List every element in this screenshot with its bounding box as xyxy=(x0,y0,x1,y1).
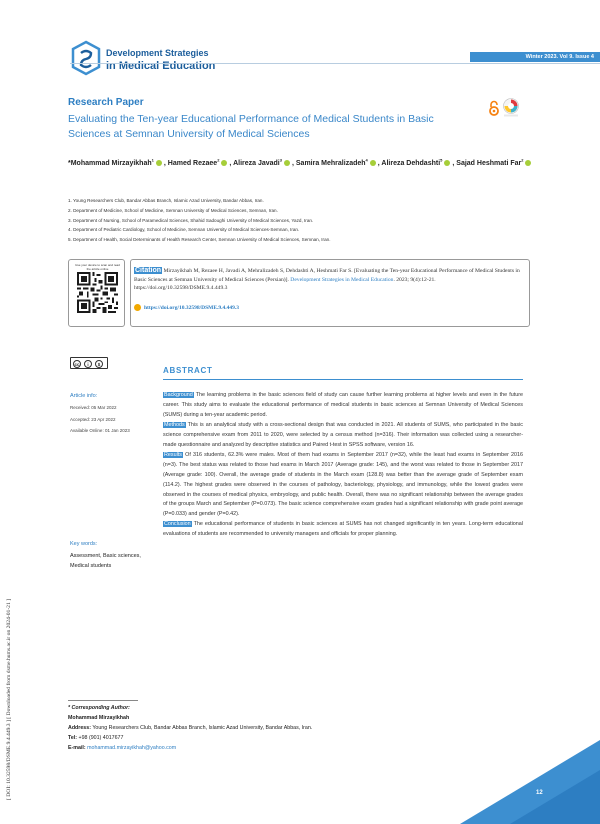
author: Sajad Heshmati Far$^2$ xyxy=(456,160,533,167)
author: Alireza Javadi$^3$ , xyxy=(233,158,296,168)
abstract-results: Results Of 316 students, 62.3% were males. Most of them had exams in September 2017 (n=32), while the least had exams in September 2016 (n=3). The best status was related to those had exams in March 2017 (Average grade: 145), and the worst was related to those in September 2017 (Average grade: 100). Overall, the average grade of students in the March exam (128.8) was better than the average grade of September exam (114.2). The highest grades were observed in the courses of pathology, bacteriology, physiology, and immunology, while the lowest grades were observed in the courses of medical physics, embryology, and public health. Overall, there was no significant relationship between the average grades of the groups March and September (P=0.073). The basic science comprehensive exam grades had a significant relationship with grade point average (P=0.033) and gender (P=0.42). xyxy=(163,451,523,518)
affiliation: 1. Young Researchers Club, Bandar Abbas Branch, Islamic Azad University, Bandar Abbas, Iran. xyxy=(68,198,264,203)
side-doi-download-text: [ DOI: 10.32598/DSME.9.4.449.3 ] [ Downloaded from dsme.hums.ac.ir on 2024-01-21 ] xyxy=(6,598,12,800)
corresponding-email: E-mail: mohammad.mirzayikhah@yahoo.com xyxy=(68,745,177,751)
citation-text: Citation Mirzayikhah M, Rezaee H, Javadi A, Mehralizadeh S, Dehdashti A, Heshmati Far S. [Evaluating the Ten-year Educational Performance of Medical Students in Basic Sciences at Semnan University of Medical Sciences (Persian)]. Development Strategies in Medical Education. 2023; 9(4):12-21. https://doi.org/10.32598/DSME.9.4.449.3 xyxy=(134,267,520,291)
qr-code-icon[interactable] xyxy=(77,272,118,313)
corresponding-name: Mohammad Mirzayikhah xyxy=(68,715,130,721)
author-list xyxy=(68,155,538,170)
abstract-heading: ABSTRACT xyxy=(163,366,213,375)
citation-panel xyxy=(130,259,530,327)
abstract-methods: Methods This is an analytical study with a cross-sectional design that was conducted in 2021. All students of SUMS, who participated in the basic science comprehensive exam from 2011 to 2020, were selected by a census method (n=316). Their information was collected using a researcher-made questionnaire and analyzed by descriptive statistics and Paired t-test in SPSS software, version 16. xyxy=(163,421,523,448)
page-number: 12 xyxy=(536,790,543,796)
paper-type: Research Paper xyxy=(68,97,144,108)
author: Samira Mehralizadeh$^4$ , xyxy=(295,158,382,168)
journal-logo xyxy=(70,40,220,80)
cc-icon: cc xyxy=(74,361,80,367)
corresponding-address: Address: Young Researchers Club, Bandar Abbas Branch, Islamic Azad University, Bandar Abbas, Iran. xyxy=(68,725,313,731)
results-label: Results xyxy=(164,451,182,458)
background-label: Background xyxy=(164,392,193,398)
doi-icon xyxy=(134,304,141,311)
article-info-heading: Article info: xyxy=(70,393,98,399)
affiliations xyxy=(68,196,538,245)
accepted-date: Accepted: 23 Apr 2022 xyxy=(70,417,116,422)
orcid-icon[interactable] xyxy=(284,160,290,166)
online-date: Available Online: 01 Jan 2023 xyxy=(70,428,130,433)
methods-label: Methods xyxy=(164,421,185,428)
paper-title: Evaluating the Ten-year Educational Performance of Medical Students in Basic Sciences at Semnan University of Medical Sciences xyxy=(68,113,434,140)
email-link[interactable]: mohammad.mirzayikhah@yahoo.com xyxy=(85,745,177,751)
doi-link[interactable]: https://doi.org/10.32598/DSME.9.4.449.3 xyxy=(144,304,240,311)
affiliation: 2. Department of Medicine, School of Medicine, Semnan University of Medical Sciences, Semnan, Iran. xyxy=(68,207,278,213)
author: *Mohammad Mirzayikhah$^1$ , xyxy=(68,158,168,168)
affiliation: 5. Department of Health, Social Determinants of Health Research Center, Semnan University of Medical Sciences, Semnan, Iran. xyxy=(68,237,331,243)
orcid-icon[interactable] xyxy=(221,160,227,166)
affiliation: 3. Department of Nursing, School of Paramedical Sciences, Shahid Sadoughi University of Medical Sciences, Yazd, Iran. xyxy=(68,217,314,223)
cc-license-badge[interactable] xyxy=(70,357,108,369)
corresponding-heading: * Corresponding Author: xyxy=(68,705,130,711)
orcid-icon[interactable] xyxy=(525,160,531,166)
citation-label: Citation xyxy=(135,267,162,274)
issue-label: Winter 2023. Vol 9. Issue 4 xyxy=(470,52,600,62)
orcid-icon[interactable] xyxy=(370,160,376,166)
abstract-body xyxy=(163,391,523,540)
author: Alireza Dehdashti$^5$ , xyxy=(381,158,457,168)
journal-logo-icon xyxy=(70,40,102,76)
orcid-icon[interactable] xyxy=(444,160,450,166)
page-corner-decoration xyxy=(460,740,600,824)
affiliation: 4. Department of Pediatric Cardiology, School of Medicine, Semnan University of Medical Sciences-Semnan, Iran. xyxy=(68,227,300,233)
author: Hamed Rezaee$^2$ , xyxy=(167,158,234,168)
cc-by-icon: i xyxy=(84,360,92,368)
abstract-background: Background The learning problems in the basic sciences field of study can cause further learning problems at higher levels and even in the future career. This study aims to evaluate the educational performance of medical students in basic sciences at Semnan University of Medical Sciences (SUMS) during a ten-year academic period. xyxy=(163,392,523,418)
conclusion-label: Conclusion xyxy=(164,521,191,528)
keywords-text: Assessment, Basic sciences, Medical students xyxy=(70,553,141,569)
corresponding-tel: Tel: +98 (901) 4017677 xyxy=(68,735,124,741)
open-access-icon[interactable] xyxy=(488,100,500,116)
abstract-rule xyxy=(163,379,523,380)
orcid-icon[interactable] xyxy=(156,160,162,166)
journal-name-line1: Development Strategies xyxy=(106,48,209,58)
qr-panel xyxy=(68,259,125,327)
corresponding-author xyxy=(68,703,508,753)
cc-nc-icon: $ xyxy=(95,360,103,368)
abstract-conclusion: Conclusion The educational performance of students in basic sciences at SUMS has not changed significantly in ten years. Long-term educational evaluations of students are recommended to university managers and officials for proper planning. xyxy=(163,521,523,538)
journal-name-line2: in Medical Education xyxy=(106,60,216,72)
citation-journal-link[interactable]: Development Strategies in Medical Education xyxy=(290,276,394,283)
crossmark-icon[interactable] xyxy=(502,98,520,118)
doi-row xyxy=(134,304,239,311)
footnote-rule xyxy=(68,700,138,701)
keywords-heading: Key words: xyxy=(70,541,98,547)
qr-caption: Use your device to scan and read the article online xyxy=(75,263,120,271)
received-date: Received: 05 Mar 2022 xyxy=(70,405,117,410)
header-rule xyxy=(70,63,600,64)
